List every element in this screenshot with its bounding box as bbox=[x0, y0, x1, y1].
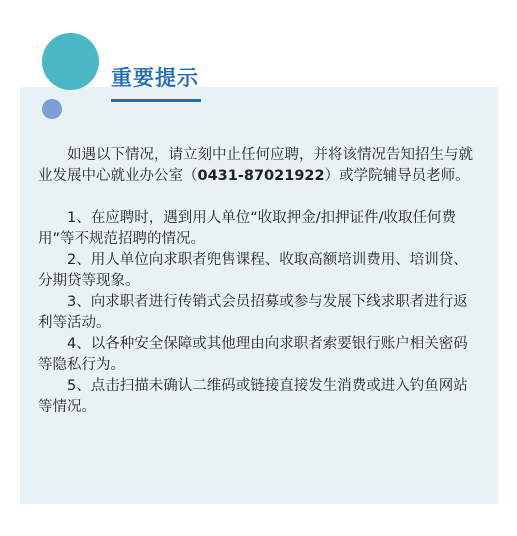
contact-phone: 0431-87021922 bbox=[197, 168, 325, 184]
notice-item-5: 5、点击扫描未确认二维码或链接直接发生消费或进入钓鱼网站等情况。 bbox=[38, 378, 468, 415]
intro-text-after: ）或学院辅导员老师。 bbox=[324, 168, 470, 184]
notice-item-3: 3、向求职者进行传销式会员招募或参与发展下线求职者进行返利等活动。 bbox=[38, 294, 468, 331]
notice-title: 重要提示 bbox=[111, 66, 199, 90]
decorative-circle-large bbox=[42, 33, 99, 90]
intro-paragraph bbox=[38, 145, 478, 187]
decorative-circle-small bbox=[42, 99, 62, 119]
notice-item-1: 1、在应聘时，遇到用人单位“收取押金/扣押证件/收取任何费用”等不规范招聘的情况。 bbox=[38, 210, 457, 247]
title-underline bbox=[111, 99, 201, 102]
notice-item-4: 4、以各种安全保障或其他理由向求职者索要银行账户相关密码等隐私行为。 bbox=[38, 336, 468, 373]
notice-item-2: 2、用人单位向求职者兜售课程、收取高额培训费用、培训贷、分期贷等现象。 bbox=[38, 252, 468, 289]
paragraph-gap bbox=[38, 187, 478, 208]
notice-content bbox=[38, 145, 478, 418]
intro-text-before: 如遇以下情况，请立刻中止任何应聘，并将该情况告知招生与就业发展中心就业办公室（ bbox=[38, 147, 473, 184]
